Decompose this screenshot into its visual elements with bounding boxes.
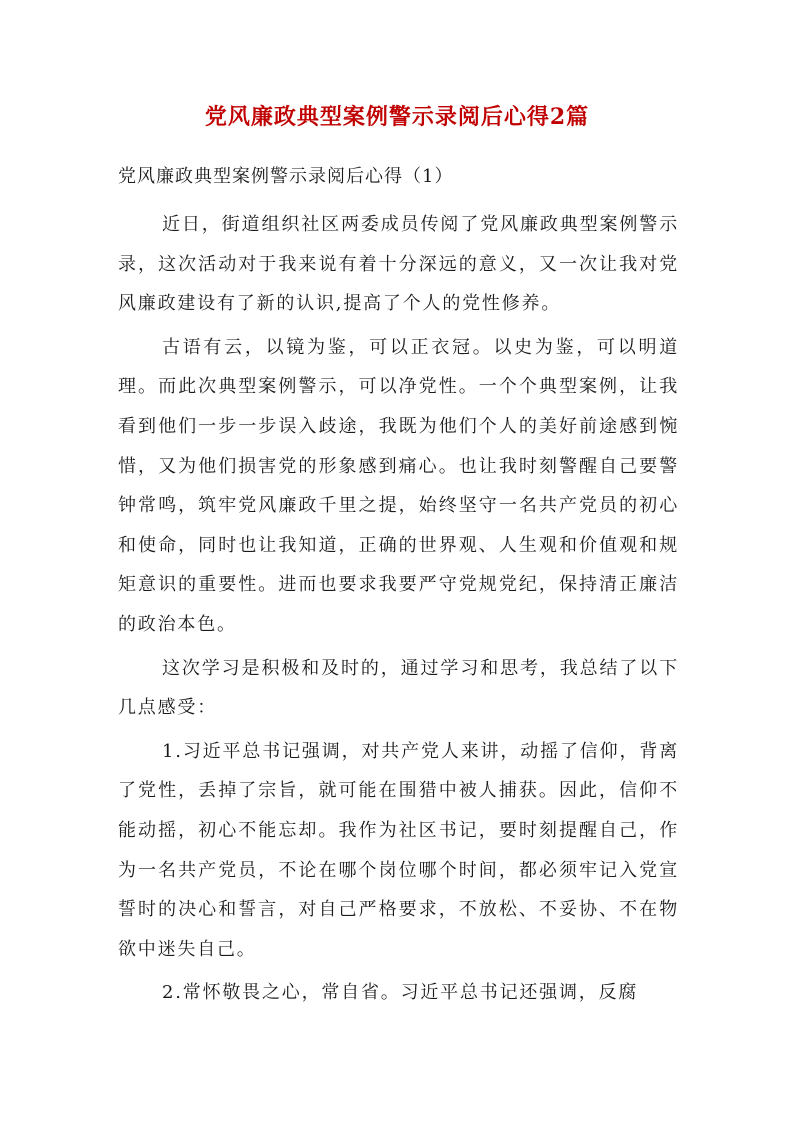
section-heading: 党风廉政典型案例警示录阅后心得（1）	[118, 166, 454, 187]
paragraph: 古语有云，以镜为鉴，可以正衣冠。以史为鉴，可以明道理。而此次典型案例警示，可以净党性。一个个典型案例，让我看到他们一步一步误入歧途，我既为他们个人的美好前途感到惋惜，又为他们损害党的形象感到痛心。也让我时刻警醒自己要警钟常鸣，筑牢党风廉政千里之提，始终坚守一名共产党员的初心和使命，同时也让我知道，正确的世界观、人生观和价值观和规矩意识的重要性。进而也要求我要严守党规党纪，保持清正廉洁的政治本色。	[118, 336, 679, 635]
paragraph: 近日，街道组织社区两委成员传阅了党风廉政典型案例警示录，这次活动对于我来说有着十分深远的意义，又一次让我对党风廉政建设有了新的认识,提高了个人的党性修养。	[118, 214, 679, 315]
paragraph: 1.习近平总书记强调，对共产党人来讲，动摇了信仰，背离了党性，丢掉了宗旨，就可能在围猎中被人捕获。因此，信仰不能动摇，初心不能忘却。我作为社区书记，要时刻提醒自己，作为一名共产党员，不论在哪个岗位哪个时间，都必须牢记入党宣誓时的决心和誓言，对自己严格要求，不放松、不妥协、不在物欲中迷失自己。	[118, 740, 679, 960]
document-body	[118, 205, 679, 1017]
document-title: 党风廉政典型案例警示录阅后心得2篇	[204, 104, 590, 130]
paragraph: 2.常怀敬畏之心，常自省。习近平总书记还强调，反腐	[162, 982, 639, 1004]
paragraph: 这次学习是积极和及时的，通过学习和思考，我总结了以下几点感受：	[118, 657, 679, 719]
